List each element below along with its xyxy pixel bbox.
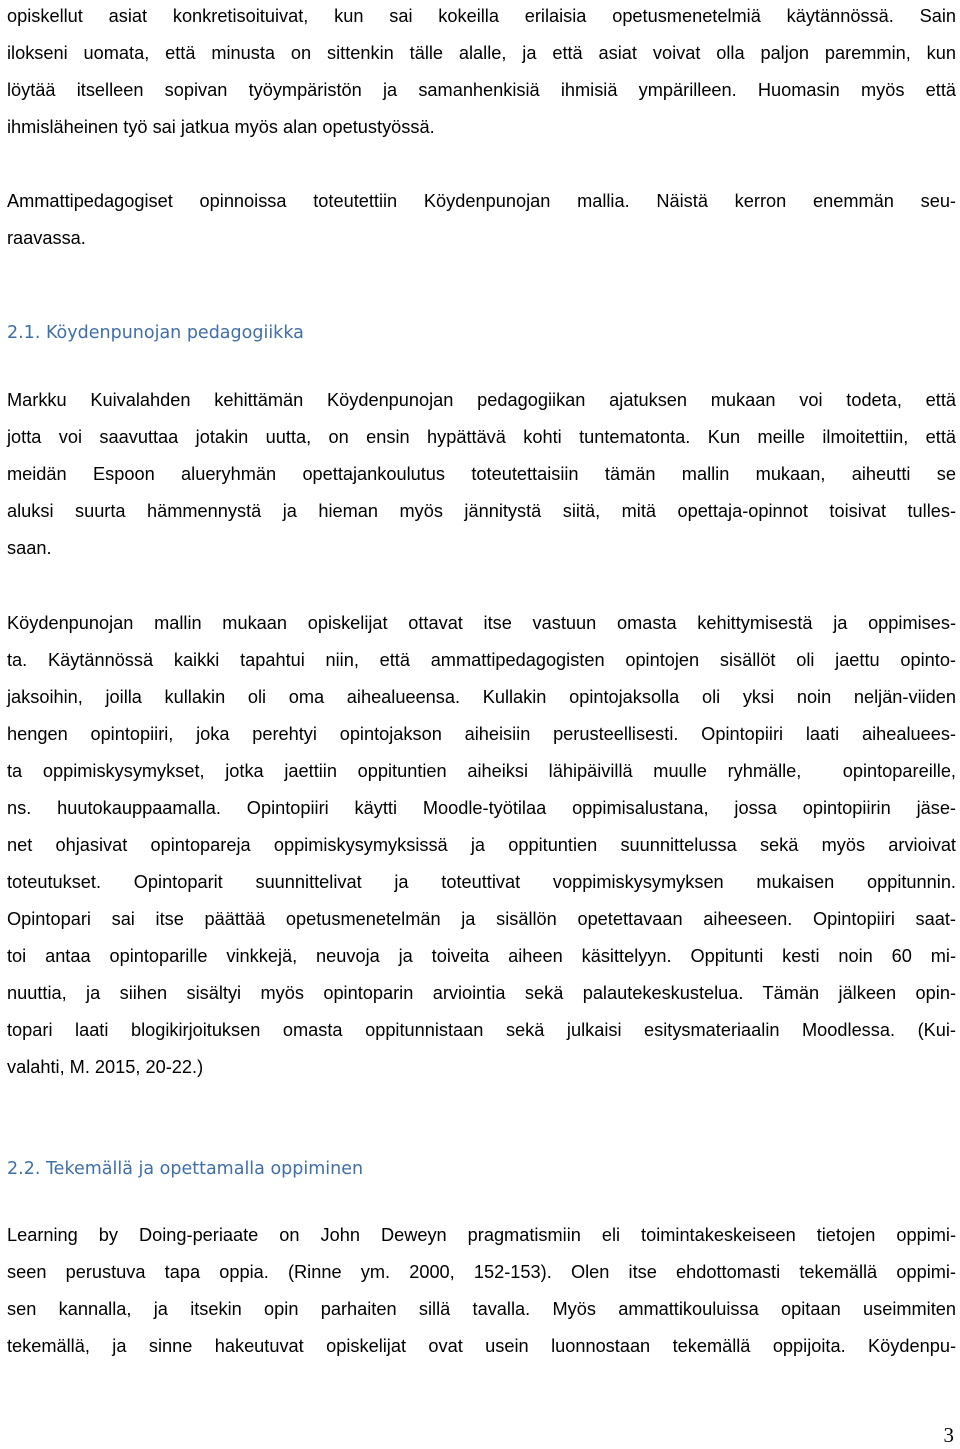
text-line: saan. <box>7 538 52 558</box>
text-line: seen perustuva tapa oppia. (Rinne ym. 2000, 152-153). Olen itse ehdottomasti tekemällä oppimi- <box>7 1262 956 1282</box>
text-line: löytää itselleen sopivan työympäristön ja samanhenkisiä ihmisiä ympärilleen. Huomasin myös että <box>7 80 956 100</box>
text-line: Markku Kuivalahden kehittämän Köydenpunojan pedagogiikan ajatuksen mukaan voi todeta, että <box>7 390 956 410</box>
text-line: net ohjasivat opintopareja oppimiskysymyksissä ja oppituntien suunnittelussa sekä myös arvioivat <box>7 835 956 855</box>
section-heading: 2.2. Tekemällä ja opettamalla oppiminen <box>7 1159 364 1179</box>
text-line: Ammattipedagogiset opinnoissa toteutettiin Köydenpunojan mallia. Näistä kerron enemmän seu- <box>7 191 956 211</box>
text-line: ta oppimiskysymykset, jotka jaettiin oppituntien aiheiksi lähipäivillä muulle ryhmälle, opintopareille, <box>7 761 956 781</box>
text-line: Köydenpunojan mallin mukaan opiskelijat ottavat itse vastuun omasta kehittymisestä ja oppimises- <box>7 613 956 633</box>
text-line: valahti, M. 2015, 20-22.) <box>7 1057 204 1077</box>
text-line: ns. huutokauppaamalla. Opintopiiri käytti Moodle-työtilaa oppimisalustana, jossa opintopiirin jäse- <box>7 798 956 818</box>
text-line: jotta voi saavuttaa jotakin uutta, on ensin hypättävä kohti tuntematonta. Kun meille ilmoitettiin, että <box>7 427 956 447</box>
page-number: 3 <box>943 1423 954 1447</box>
text-line: ta. Käytännössä kaikki tapahtui niin, että ammattipedagogisten opintojen sisällöt oli jaettu opinto- <box>7 650 956 670</box>
text-line: meidän Espoon alueryhmän opettajankoulutus toteutettaisiin tämän mallin mukaan, aiheutti se <box>7 464 956 484</box>
text-line: Opintopari sai itse päättää opetusmenetelmän ja sisällön opetettavaan aiheeseen. Opintopiiri saat- <box>7 909 956 929</box>
text-line: hengen opintopiiri, joka perehtyi opintojakson aiheisiin perusteellisesti. Opintopiiri laati aihealuees- <box>7 724 956 744</box>
text-line: jaksoihin, joilla kullakin oli oma aihealueensa. Kullakin opintojaksolla oli yksi noin neljän-viiden <box>7 687 956 707</box>
text-line: raavassa. <box>7 228 86 248</box>
text-line: ihmisläheinen työ sai jatkua myös alan opetustyössä. <box>7 117 435 137</box>
text-line: nuuttia, ja siihen sisältyi myös opintoparin arviointia sekä palautekeskustelua. Tämän jälkeen opin- <box>7 983 956 1003</box>
section-heading: 2.1. Köydenpunojan pedagogiikka <box>7 323 304 343</box>
text-line: ilokseni uomata, että minusta on sittenkin tälle alalle, ja että asiat voivat olla paljon paremmin, kun <box>7 43 956 63</box>
text-line: Learning by Doing-periaate on John Deweyn pragmatismiin eli toimintakeskeiseen tietojen oppimi- <box>7 1225 956 1245</box>
text-line: toteutukset. Opintoparit suunnittelivat ja toteuttivat voppimiskysymyksen mukaisen oppitunnin. <box>7 872 956 892</box>
text-line: toi antaa opintoparille vinkkejä, neuvoja ja toiveita aiheen käsittelyyn. Oppitunti kesti noin 60 mi- <box>7 946 956 966</box>
text-line: sen kannalla, ja itsekin opin parhaiten sillä tavalla. Myös ammattikouluissa opitaan useimmiten <box>7 1299 956 1319</box>
text-line: topari laati blogikirjoituksen omasta oppitunnistaan sekä julkaisi esitysmateriaalin Moodlessa. (Kui- <box>7 1020 956 1040</box>
text-line: tekemällä, ja sinne hakeutuvat opiskelijat ovat usein luonnostaan tekemällä oppijoita. Köydenpu- <box>7 1336 956 1356</box>
text-line: opiskellut asiat konkretisoituivat, kun sai kokeilla erilaisia opetusmenetelmiä käytännössä. Sain <box>7 6 956 26</box>
text-line: aluksi suurta hämmennystä ja hieman myös jännitystä siitä, mitä opettaja-opinnot toisivat tulles- <box>7 501 956 521</box>
